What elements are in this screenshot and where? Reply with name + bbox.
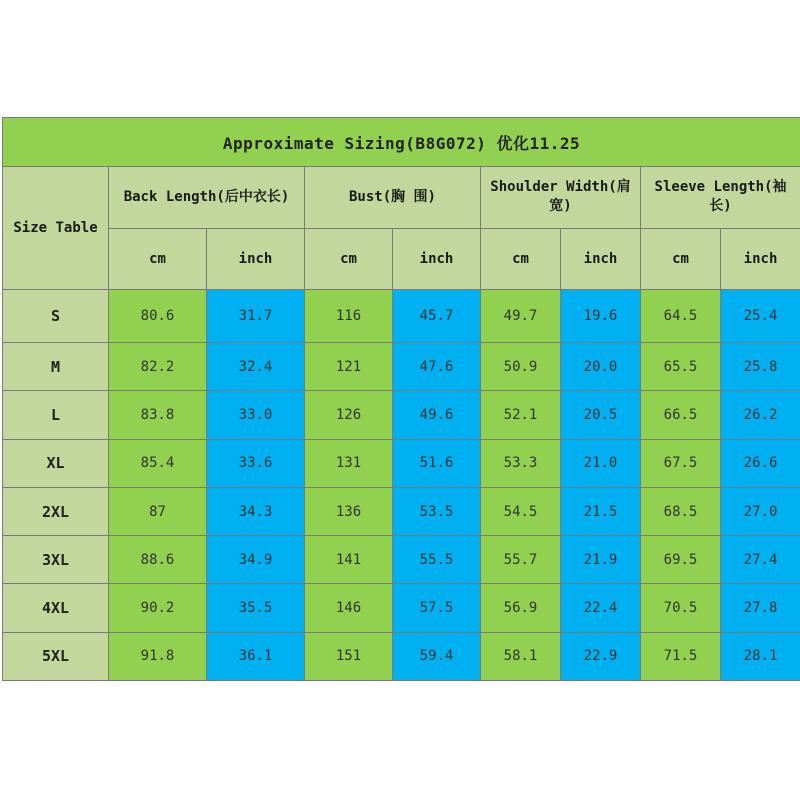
size-label: XL — [3, 439, 109, 487]
cm-value: 91.8 — [109, 632, 207, 680]
unit-header: inch — [207, 228, 305, 289]
table-row — [3, 536, 800, 584]
inch-value: 51.6 — [393, 439, 481, 487]
size-label: L — [3, 391, 109, 439]
cm-value: 49.7 — [481, 289, 561, 342]
cm-value: 80.6 — [109, 289, 207, 342]
unit-header: inch — [561, 228, 641, 289]
inch-value: 21.5 — [561, 487, 641, 535]
table-row — [3, 487, 800, 535]
inch-value: 26.2 — [721, 391, 800, 439]
inch-value: 27.4 — [721, 536, 800, 584]
inch-value: 31.7 — [207, 289, 305, 342]
inch-value: 34.9 — [207, 536, 305, 584]
table-row — [3, 391, 800, 439]
cm-value: 53.3 — [481, 439, 561, 487]
size-chart — [2, 117, 800, 681]
inch-value: 36.1 — [207, 632, 305, 680]
size-label: 4XL — [3, 584, 109, 632]
inch-value: 28.1 — [721, 632, 800, 680]
cm-value: 55.7 — [481, 536, 561, 584]
unit-header: cm — [481, 228, 561, 289]
inch-value: 20.5 — [561, 391, 641, 439]
cm-value: 69.5 — [641, 536, 721, 584]
cm-value: 66.5 — [641, 391, 721, 439]
group-header-row — [3, 167, 800, 228]
table-row — [3, 289, 800, 342]
table-row — [3, 584, 800, 632]
unit-header: cm — [641, 228, 721, 289]
cm-value: 52.1 — [481, 391, 561, 439]
size-label: 2XL — [3, 487, 109, 535]
cm-value: 85.4 — [109, 439, 207, 487]
cm-value: 56.9 — [481, 584, 561, 632]
cm-value: 68.5 — [641, 487, 721, 535]
inch-value: 21.9 — [561, 536, 641, 584]
cm-value: 146 — [305, 584, 393, 632]
cm-value: 58.1 — [481, 632, 561, 680]
inch-value: 32.4 — [207, 343, 305, 391]
bust-header: Bust(胸 围) — [305, 167, 481, 228]
inch-value: 33.0 — [207, 391, 305, 439]
cm-value: 121 — [305, 343, 393, 391]
inch-value: 35.5 — [207, 584, 305, 632]
cm-value: 71.5 — [641, 632, 721, 680]
size-label: 5XL — [3, 632, 109, 680]
inch-value: 47.6 — [393, 343, 481, 391]
cm-value: 82.2 — [109, 343, 207, 391]
size-label: M — [3, 343, 109, 391]
table-title: Approximate Sizing(B8G072) 优化11.25 — [3, 118, 800, 167]
cm-value: 151 — [305, 632, 393, 680]
cm-value: 90.2 — [109, 584, 207, 632]
inch-value: 19.6 — [561, 289, 641, 342]
cm-value: 54.5 — [481, 487, 561, 535]
unit-header: inch — [393, 228, 481, 289]
unit-header-row — [3, 228, 800, 289]
inch-value: 21.0 — [561, 439, 641, 487]
table-row — [3, 343, 800, 391]
unit-header: cm — [305, 228, 393, 289]
inch-value: 25.8 — [721, 343, 800, 391]
inch-value: 20.0 — [561, 343, 641, 391]
cm-value: 50.9 — [481, 343, 561, 391]
cm-value: 64.5 — [641, 289, 721, 342]
back-length-header: Back Length(后中衣长) — [109, 167, 305, 228]
inch-value: 27.0 — [721, 487, 800, 535]
cm-value: 83.8 — [109, 391, 207, 439]
size-label: S — [3, 289, 109, 342]
inch-value: 25.4 — [721, 289, 800, 342]
size-table — [2, 117, 800, 681]
sleeve-length-header: Sleeve Length(袖长) — [641, 167, 800, 228]
inch-value: 55.5 — [393, 536, 481, 584]
unit-header: inch — [721, 228, 800, 289]
unit-header: cm — [109, 228, 207, 289]
cm-value: 116 — [305, 289, 393, 342]
cm-value: 65.5 — [641, 343, 721, 391]
table-row — [3, 632, 800, 680]
inch-value: 45.7 — [393, 289, 481, 342]
inch-value: 22.4 — [561, 584, 641, 632]
cm-value: 141 — [305, 536, 393, 584]
cm-value: 70.5 — [641, 584, 721, 632]
inch-value: 59.4 — [393, 632, 481, 680]
shoulder-width-header: Shoulder Width(肩宽) — [481, 167, 641, 228]
cm-value: 136 — [305, 487, 393, 535]
inch-value: 53.5 — [393, 487, 481, 535]
cm-value: 88.6 — [109, 536, 207, 584]
cm-value: 126 — [305, 391, 393, 439]
cm-value: 87 — [109, 487, 207, 535]
inch-value: 26.6 — [721, 439, 800, 487]
inch-value: 22.9 — [561, 632, 641, 680]
inch-value: 33.6 — [207, 439, 305, 487]
size-label: 3XL — [3, 536, 109, 584]
inch-value: 27.8 — [721, 584, 800, 632]
table-row — [3, 439, 800, 487]
size-table-header: Size Table — [3, 167, 109, 290]
inch-value: 49.6 — [393, 391, 481, 439]
inch-value: 34.3 — [207, 487, 305, 535]
title-row — [3, 118, 800, 167]
inch-value: 57.5 — [393, 584, 481, 632]
size-table-body — [3, 118, 800, 681]
cm-value: 131 — [305, 439, 393, 487]
cm-value: 67.5 — [641, 439, 721, 487]
